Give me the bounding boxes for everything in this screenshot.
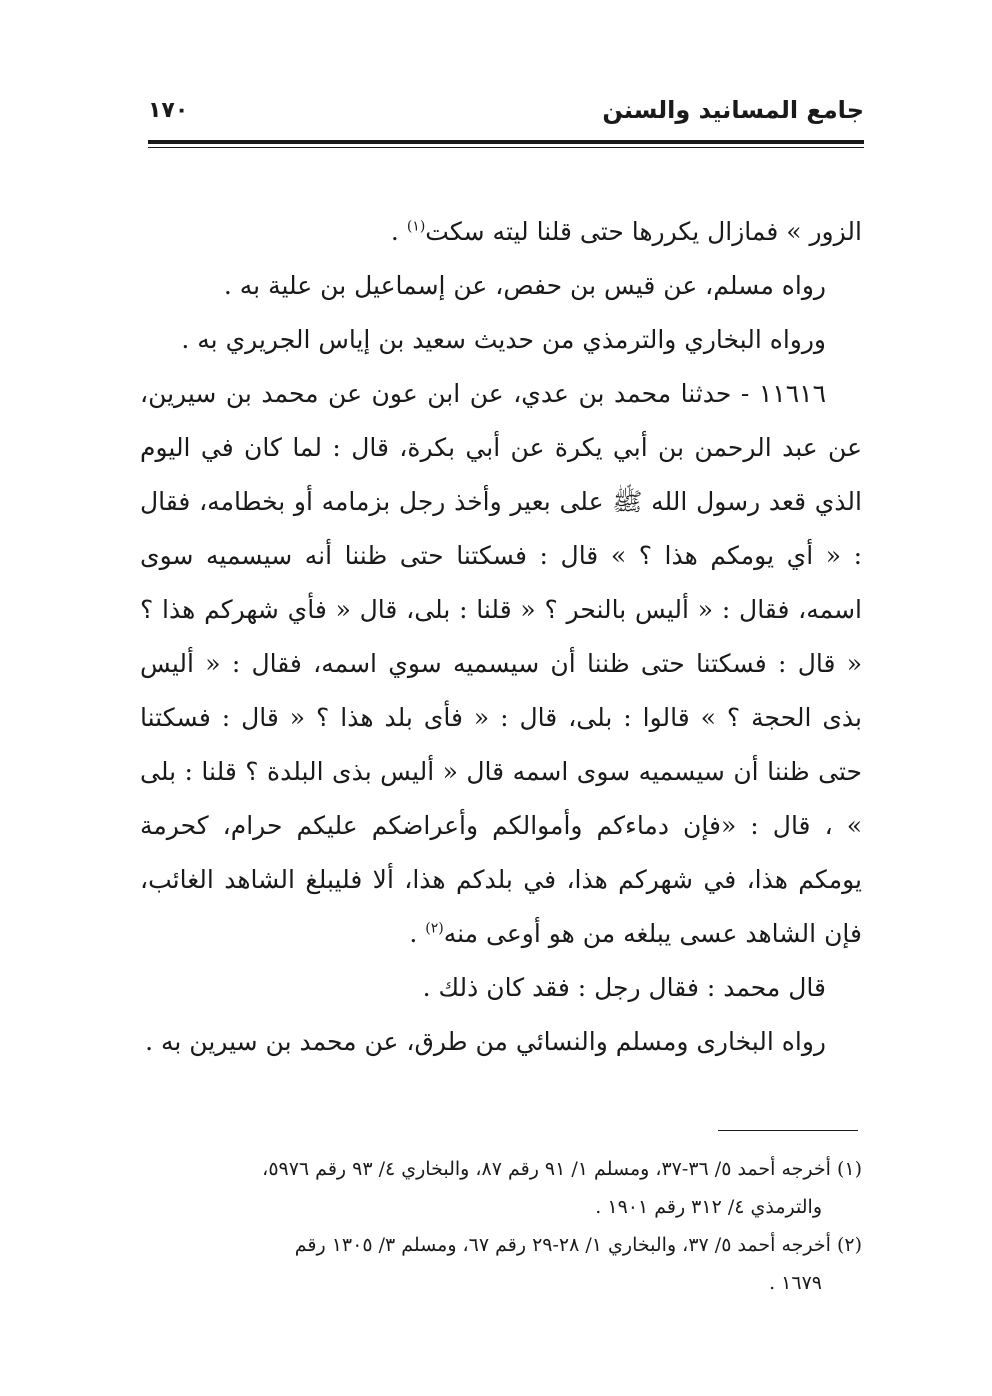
footnote-1-line-1: (١) أخرجه أحمد ٥/ ٣٦-٣٧، ومسلم ١/ ٩١ رقم ٨٧، والبخاري ٤/ ٩٣ رقم ٥٩٧٦، (262, 1158, 862, 1180)
footnote-2-line-2: ١٦٧٩ . (769, 1272, 822, 1294)
footnotes (140, 1150, 862, 1302)
paragraph-6: رواه البخارى ومسلم والنسائي من طرق، عن محمد بن سيرين به . (145, 1027, 826, 1056)
header-rule (148, 140, 864, 144)
hadith-11616 (140, 367, 862, 961)
paragraph-3: ورواه البخاري والترمذي من حديث سعيد بن إياس الجريري به . (181, 325, 826, 354)
footnote-ref-2: (٢) (425, 920, 444, 937)
main-text (140, 205, 862, 1069)
footnote-2-line-1: (٢) أخرجه أحمد ٥/ ٣٧، والبخاري ١/ ٢٨-٢٩ رقم ٦٧، ومسلم ٣/ ١٣٠٥ رقم (294, 1234, 862, 1256)
hadith-end: . (409, 919, 426, 948)
book-title: جامع المسانيد والسنن (602, 96, 864, 124)
footnote-1-line-2: والترمذي ٤/ ٣١٢ رقم ١٩٠١ . (595, 1196, 822, 1218)
header-rule-thin (148, 147, 864, 148)
paragraph-1-end: . (390, 217, 407, 246)
page-header (148, 92, 864, 140)
footnote-rule (718, 1130, 858, 1131)
paragraph-1-text: الزور » فمازال يكررها حتى قلنا ليته سكت (425, 217, 862, 246)
footnote-ref-1: (١) (406, 218, 426, 235)
paragraph-2: رواه مسلم، عن قيس بن حفص، عن إسماعيل بن علية به . (223, 271, 826, 300)
page-number: ١٧٠ (148, 98, 189, 123)
paragraph-1 (140, 205, 862, 259)
hadith-text: ١١٦١٦ - حدثنا محمد بن عدي، عن ابن عون عن محمد بن سيرين، عن عبد الرحمن بن أبي يكرة عن أبي بكرة، قال : لما كان في اليوم الذي قعد رسول الله ﷺ على بعير وأخذ رجل بزمامه أو بخطامه، فقال : « أي يومكم هذا ؟ » قال : فسكتنا حتى ظننا أنه سيسميه سوى اسمه، فقال : « أليس بالنحر ؟ « قلنا : بلى، قال « فأي شهركم هذا ؟ « قال : فسكتنا حتى ظننا أن سيسميه سوي اسمه، فقال : « أليس بذى الحجة ؟ » قالوا : بلى، قال : « فأى بلد هذا ؟ « قال : فسكتنا حتى ظننا أن سيسميه سوى اسمه قال « أليس بذى البلدة ؟ قلنا : بلى » ، قال : «فإن دماءكم وأموالكم وأعراضكم عليكم حرام، كحرمة يومكم هذا، في شهركم هذا، في بلدكم هذا، ألا فليبلغ الشاهد الغائب، فإن الشاهد عسى يبلغه من هو أوعى منه (140, 379, 862, 948)
paragraph-5: قال محمد : فقال رجل : فقد كان ذلك . (422, 973, 826, 1002)
